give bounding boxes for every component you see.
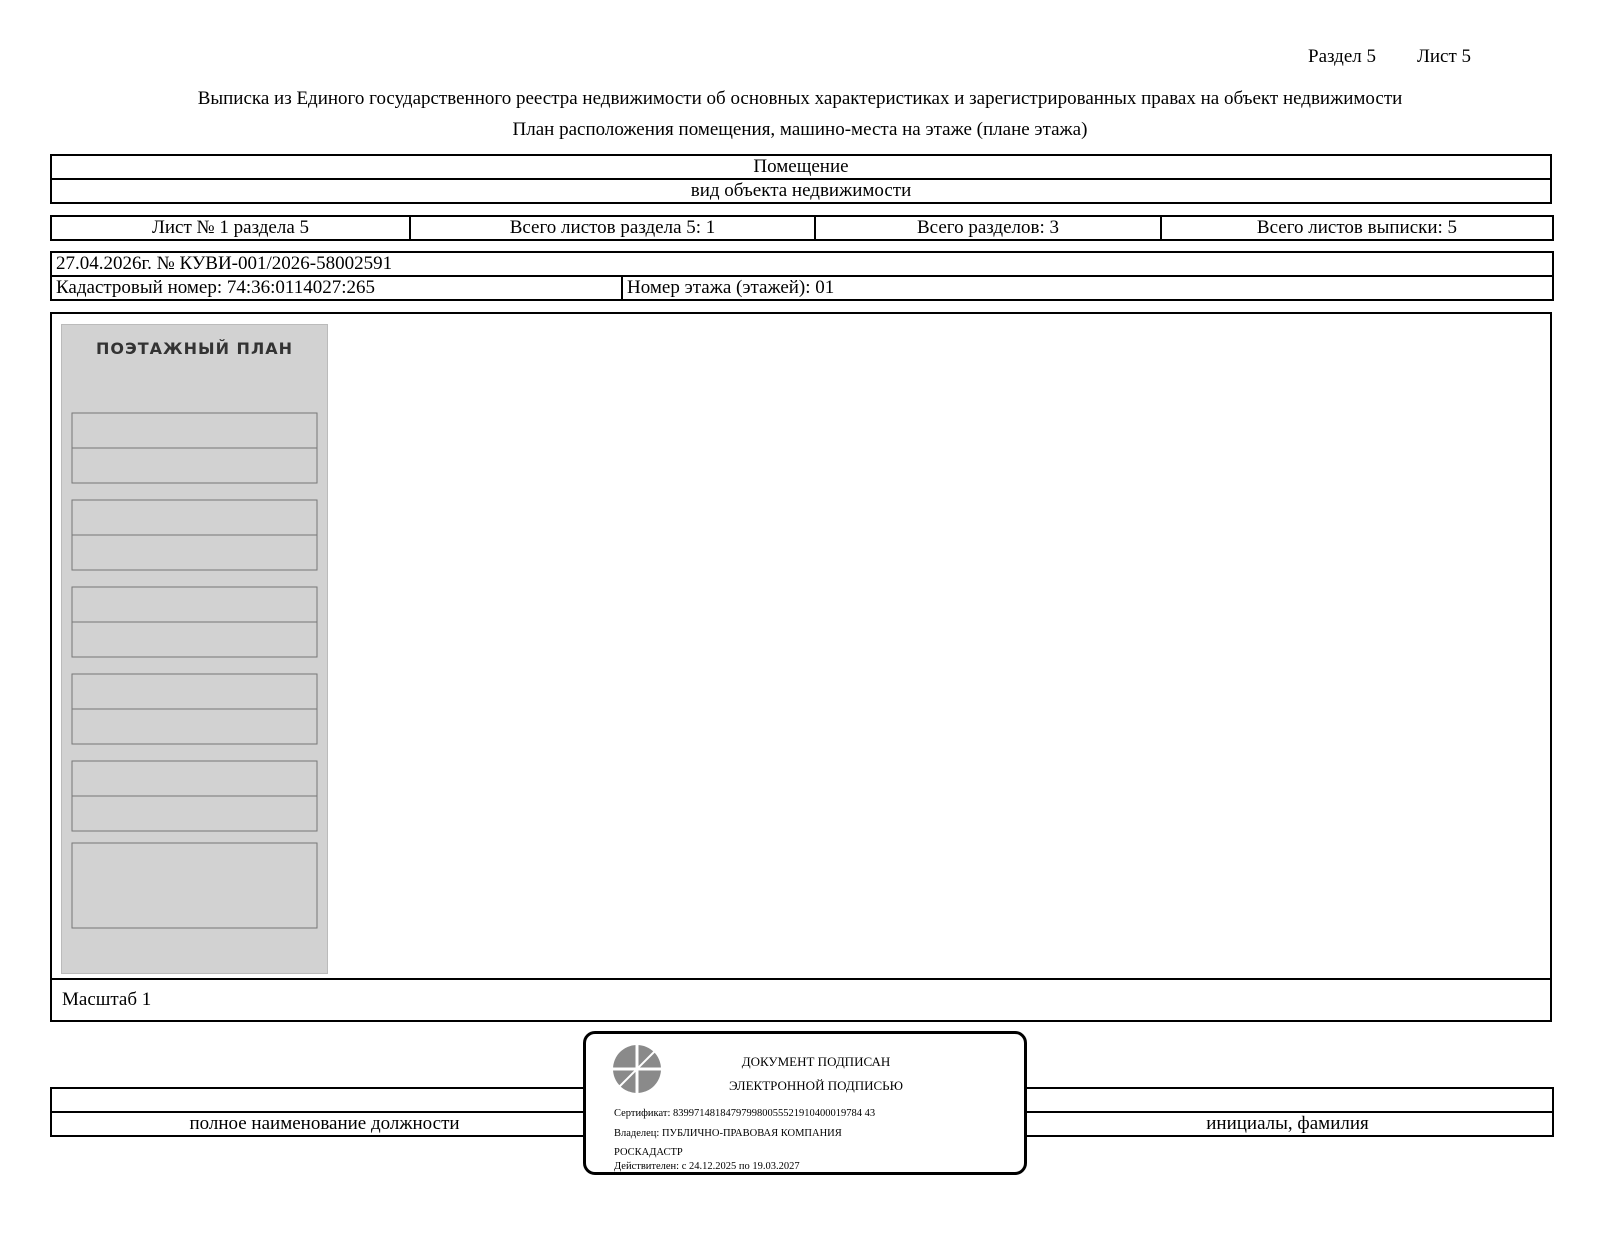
total-section-sheets: Всего листов раздела 5: 1 xyxy=(410,216,815,240)
section-number: Раздел 5 xyxy=(1308,46,1376,67)
stamp-validity: Действителен: с 24.12.2025 по 19.03.2027 xyxy=(614,1161,800,1172)
stamp-certificate: Сертификат: 839971481847979980055521910400019784 43 xyxy=(614,1108,876,1119)
name-cell xyxy=(1022,1088,1553,1112)
stamp-line-2: ЭЛЕКТРОННОЙ ПОДПИСЬЮ xyxy=(729,1078,903,1093)
position-cell xyxy=(51,1088,598,1112)
sheets-table xyxy=(50,215,1554,241)
sheet-of-section: Лист № 1 раздела 5 xyxy=(51,216,410,240)
floor-plan-drawing xyxy=(62,325,327,973)
cadastral-number: Кадастровый номер: 74:36:0114027:265 xyxy=(51,276,622,300)
scale-label: Масштаб 1 xyxy=(50,978,1552,1022)
document-title: Выписка из Единого государственного реестра недвижимости об основных характеристиках и зарегистрированных правах на объект недвижимости xyxy=(197,88,1403,109)
roskadastr-logo-icon xyxy=(612,1044,662,1094)
floor-plan-image xyxy=(61,324,328,974)
plan-title: ПОЭТАЖНЫЙ ПЛАН xyxy=(96,339,293,358)
object-type-table xyxy=(50,154,1552,204)
stamp-line-1: ДОКУМЕНТ ПОДПИСАН xyxy=(741,1054,891,1069)
name-label: инициалы, фамилия xyxy=(1022,1112,1553,1136)
stamp-owner: Владелец: ПУБЛИЧНО-ПРАВОВАЯ КОМПАНИЯ xyxy=(614,1128,842,1139)
object-type-label: вид объекта недвижимости xyxy=(51,179,1551,203)
floor-number: Номер этажа (этажей): 01 xyxy=(622,276,1553,300)
document-subtitle: План расположения помещения, машино-места на этаже (плане этажа) xyxy=(512,119,1088,140)
date-number: 27.04.2026г. № КУВИ-001/2026-58002591 xyxy=(51,252,1553,276)
stamp-owner-name: РОСКАДАСТР xyxy=(614,1147,683,1158)
object-type-value: Помещение xyxy=(51,155,1551,179)
total-extract-sheets: Всего листов выписки: 5 xyxy=(1161,216,1553,240)
info-table xyxy=(50,251,1554,301)
sheet-number: Лист 5 xyxy=(1417,46,1472,67)
total-sections: Всего разделов: 3 xyxy=(815,216,1161,240)
electronic-signature-stamp xyxy=(583,1031,1027,1175)
position-label: полное наименование должности xyxy=(51,1112,598,1136)
